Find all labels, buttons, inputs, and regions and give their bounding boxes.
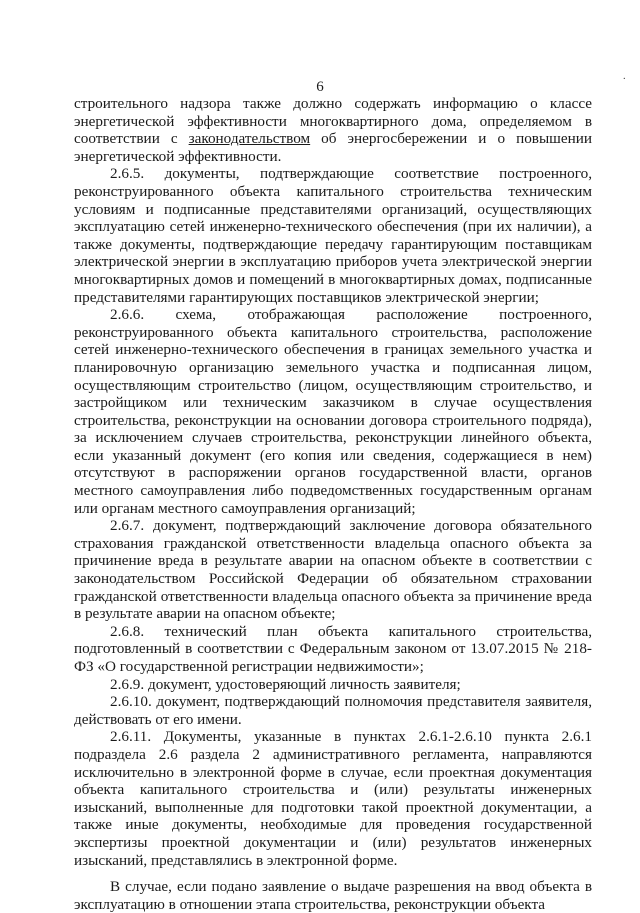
paragraph-2-6-6: 2.6.6. схема, отображающая расположение построенного, реконструированного объекта капитального строительства, расположение сетей инженерно-технического обеспечения в границах земельного участка и планировочную организацию земельного участка и подписанная лицом, осуществляющим строительство (лицом, осуществляющим строительство, и застройщиком или техническим заказчиком в случае осуществления строительства, реконструкции на основании договора строительного подряда), за исключением случаев строительства, реконструкции линейного объекта, если указанный документ (его копия или сведения, содержащиеся в нем) отсутствуют в распоряжении органов государственной власти, органов местного самоуправления либо подведомственных государственным органам или органам местного самоуправления организаций; bbox=[74, 306, 592, 517]
paragraph-2-6-7: 2.6.7. документ, подтверждающий заключение договора обязательного страхования гражданской ответственности владельца опасного объекта за причинение вреда в результате аварии на опасном объекте в соответствии с законодательством Российской Федерации об обязательном страховании гражданской ответственности владельца опасного объекта за причинение вреда в результате аварии на опасном объекте; bbox=[74, 517, 592, 623]
paragraph-2-6-11: 2.6.11. Документы, указанные в пунктах 2.6.1-2.6.10 пункта 2.6.1 подраздела 2.6 раздела 2 административного регламента, направляются исключительно в электронной форме в случае, если проектная документация объекта капитального строительства и (или) результаты инженерных изысканий, выполненные для подготовки такой проектной документации, а также иные документы, необходимые для проведения государственной экспертизы проектной документации и (или) результатов инженерных изысканий, представлялись в электронной форме. bbox=[74, 728, 592, 869]
paragraph-stage-construction: В случае, если подано заявление о выдаче разрешения на ввод объекта в эксплуатацию в отношении этапа строительства, реконструкции объекта bbox=[74, 878, 592, 913]
page-number: 6 bbox=[316, 79, 324, 95]
paragraph-continuation bbox=[74, 95, 592, 165]
paragraph-2-6-5: 2.6.5. документы, подтверждающие соответствие построенного, реконструированного объекта капитального строительства техническим условиям и подписанные представителями организаций, осуществляющих эксплуатацию сетей инженерно-технического обеспечения (при их наличии), а также документы, подтверждающие передачу гарантирующим поставщикам электрической энергии в эксплуатацию приборов учета электрической энергии многоквартирных домов и помещений в многоквартирных домах, подписанные представителями гарантирующих поставщиков электрической энергии; bbox=[74, 165, 592, 306]
margin-mark: · bbox=[622, 74, 626, 85]
paragraph-2-6-9: 2.6.9. документ, удостоверяющий личность заявителя; bbox=[110, 675, 461, 693]
paragraph-text: об энергосбережении и о повышении энергетической эффективности. bbox=[74, 130, 592, 165]
paragraph-2-6-10: 2.6.10. документ, подтверждающий полномочия представителя заявителя, действовать от его имени. bbox=[74, 693, 592, 728]
paragraph-text: строительного надзора также должно содержать информацию о классе энергетической эффективности многоквартирного дома, определяемом в соответствии с bbox=[74, 95, 592, 148]
document-body bbox=[74, 95, 592, 913]
paragraph-2-6-8: 2.6.8. технический план объекта капитального строительства, подготовленный в соответствии с Федеральным законом от 13.07.2015 № 218-ФЗ «О государственной регистрации недвижимости»; bbox=[74, 622, 592, 675]
legislation-link[interactable]: законодательством bbox=[188, 130, 311, 148]
